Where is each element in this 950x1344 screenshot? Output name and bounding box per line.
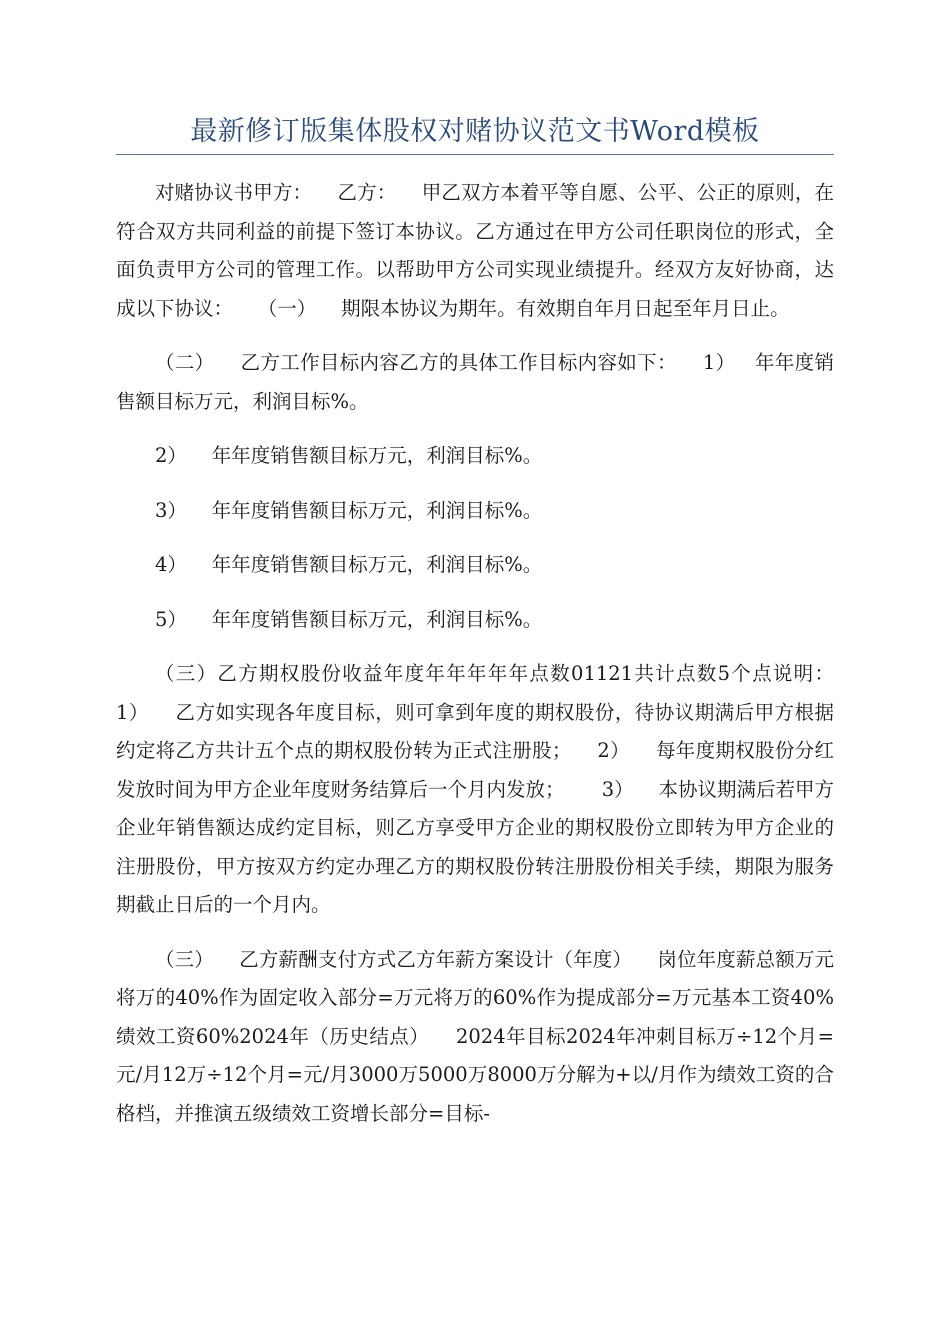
paragraph-goal-2: 2） 年年度销售额目标万元，利润目标%。 bbox=[155, 444, 543, 467]
paragraph-work-goals: （二） 乙方工作目标内容乙方的具体工作目标内容如下： 1） 年年度销售额目标万元，利润目标%。 bbox=[116, 351, 834, 413]
paragraph-goal-4: 4） 年年度销售额目标万元，利润目标%。 bbox=[155, 553, 543, 576]
document-title: 最新修订版集体股权对赌协议范文书Word模板 bbox=[190, 116, 760, 147]
document-body bbox=[116, 174, 853, 1133]
paragraph-spacer bbox=[116, 328, 834, 344]
paragraph-compensation: （三） 乙方薪酬支付方式乙方年薪方案设计（年度） 岗位年度薪总额万元将万的40%作为固定收入部分=万元将万的60%作为提成部分=万元基本工资40%绩效工资60%2024年（历史结点） 2024年目标2024年冲刺目标万÷12个月=元/月12万÷12个月=元/月3000万5000万8000万分解为+以/月作为绩效工资的合格档，并推演五级绩效工资增长部分=目标- bbox=[116, 947, 834, 1125]
paragraph-spacer bbox=[116, 925, 834, 941]
title-underline bbox=[116, 154, 834, 155]
paragraph-intro: 对赌协议书甲方： 乙方： 甲乙双方本着平等自愿、公平、公正的原则，在符合双方共同利益的前提下签订本协议。乙方通过在甲方公司任职岗位的形式，全面负责甲方公司的管理工作。以帮助甲方公司实现业绩提升。经双方友好协商，达成以下协议： （一） 期限本协议为期年。有效期自年月日起至年月日止。 bbox=[116, 181, 834, 320]
paragraph-goal-5: 5） 年年度销售额目标万元，利润目标%。 bbox=[155, 607, 543, 631]
paragraph-equity-options: （三）乙方期权股份收益年度年年年年年点数01121共计点数5个点说明： 1） 乙方如实现各年度目标，则可拿到年度的期权股份，待协议期满后甲方根据约定将乙方共计五个点的期权股份转为正式注册股； 2） 每年度期权股份分红发放时间为甲方企业年度财务结算后一个月内发放； 3） 本协议期满后若甲方企业年销售额达成约定目标，则乙方享受甲方企业的期权股份立即转为甲方企业的注册股份，甲方按双方约定办理乙方的期权股份转注册股份相关手续，期限为服务期截止日后的一个月内。 bbox=[116, 662, 853, 916]
paragraph-spacer bbox=[116, 530, 834, 546]
paragraph-spacer bbox=[116, 476, 834, 492]
paragraph-spacer bbox=[116, 585, 834, 601]
paragraph-goal-3: 3） 年年度销售额目标万元，利润目标%。 bbox=[155, 498, 543, 522]
paragraph-spacer bbox=[116, 421, 834, 437]
paragraph-spacer bbox=[116, 639, 834, 655]
